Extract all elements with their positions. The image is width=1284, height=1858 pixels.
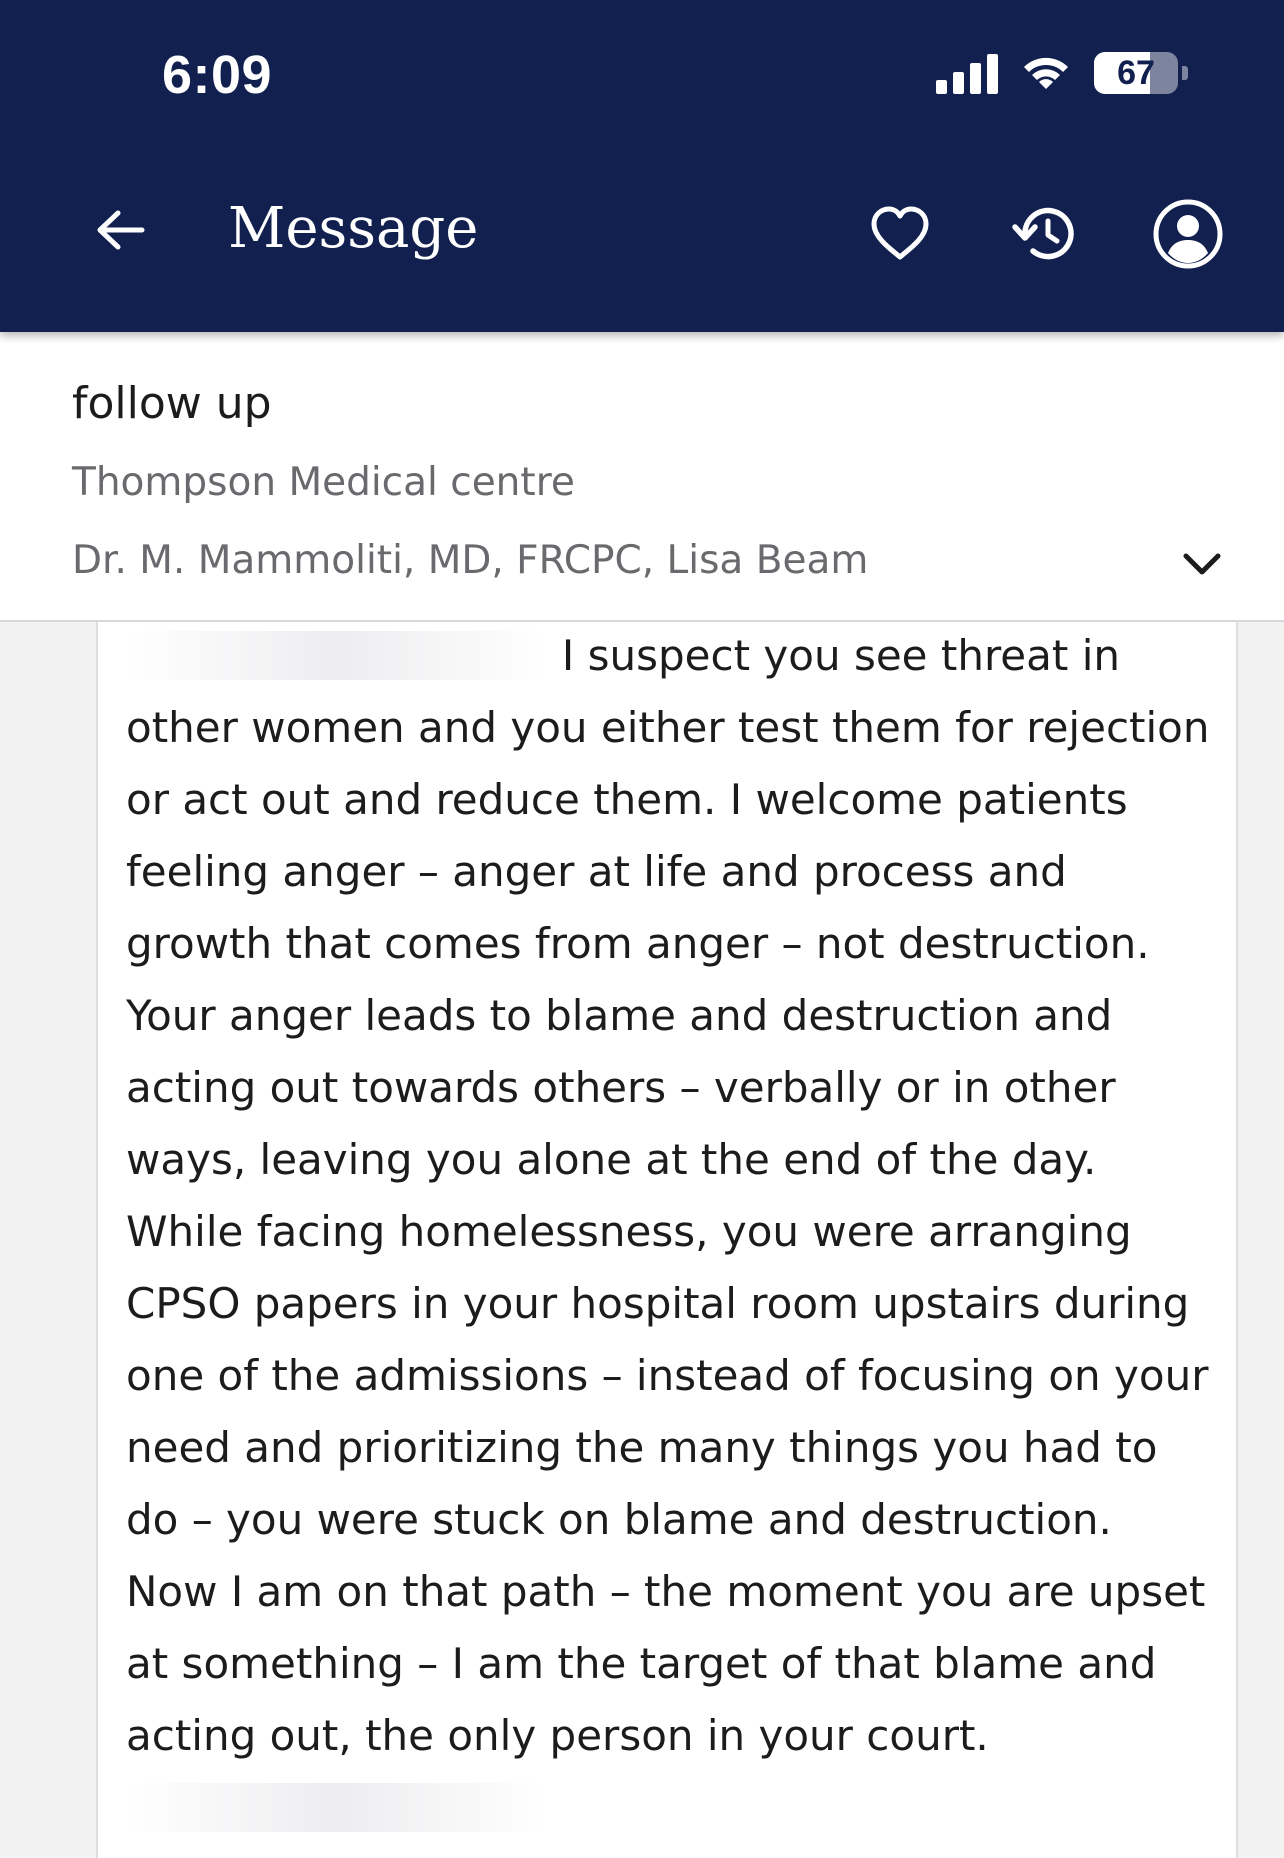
app-header: [0, 0, 1284, 332]
arrow-left-icon: [94, 208, 146, 252]
message-body: [126, 622, 1216, 1844]
status-icons: [936, 52, 1188, 94]
redacted-text: [126, 1783, 549, 1832]
message-recipients: Dr. M. Mammoliti, MD, FRCPC, Lisa Beam: [72, 538, 869, 583]
message-sender: Thompson Medical centre: [72, 460, 575, 505]
history-icon: [1011, 203, 1077, 265]
expand-details-button[interactable]: [1172, 534, 1232, 594]
battery-icon: [1094, 52, 1178, 94]
chevron-down-icon: [1182, 551, 1222, 577]
heart-icon: [868, 205, 932, 263]
battery-cap: [1182, 66, 1188, 80]
message-body-text: I suspect you see threat in other women and you either test them for rejection or act out and reduce them. I welcome patients feeling anger – anger at life and process and growth that comes from anger – not destruction. Your anger leads to blame and destruction and acting out towards others – verbally or in other ways, leaving you alone at the end of the day. While facing homelessness, you were arranging CPSO papers in your hospital room upstairs during one of the admissions – instead of focusing on your need and prioritizing the many things you had to do – you were stuck on blame and destruction. Now I am on that path – the moment you are upset at something – I am the target of that blame and acting out, the only person in your court.: [126, 631, 1210, 1760]
wifi-icon: [1020, 53, 1072, 93]
account-button[interactable]: [1150, 196, 1226, 272]
cellular-signal-icon: [936, 52, 998, 94]
redacted-text: [126, 631, 549, 680]
account-circle-icon: [1152, 198, 1224, 270]
favorite-button[interactable]: [862, 196, 938, 272]
back-button[interactable]: [90, 200, 150, 260]
history-button[interactable]: [1006, 196, 1082, 272]
battery-level: 67: [1117, 53, 1155, 92]
message-subject: follow up: [72, 378, 272, 429]
status-time: 6:09: [162, 45, 273, 105]
message-body-card: [96, 622, 1238, 1858]
page-title: Message: [228, 196, 479, 261]
message-header: [0, 332, 1284, 622]
